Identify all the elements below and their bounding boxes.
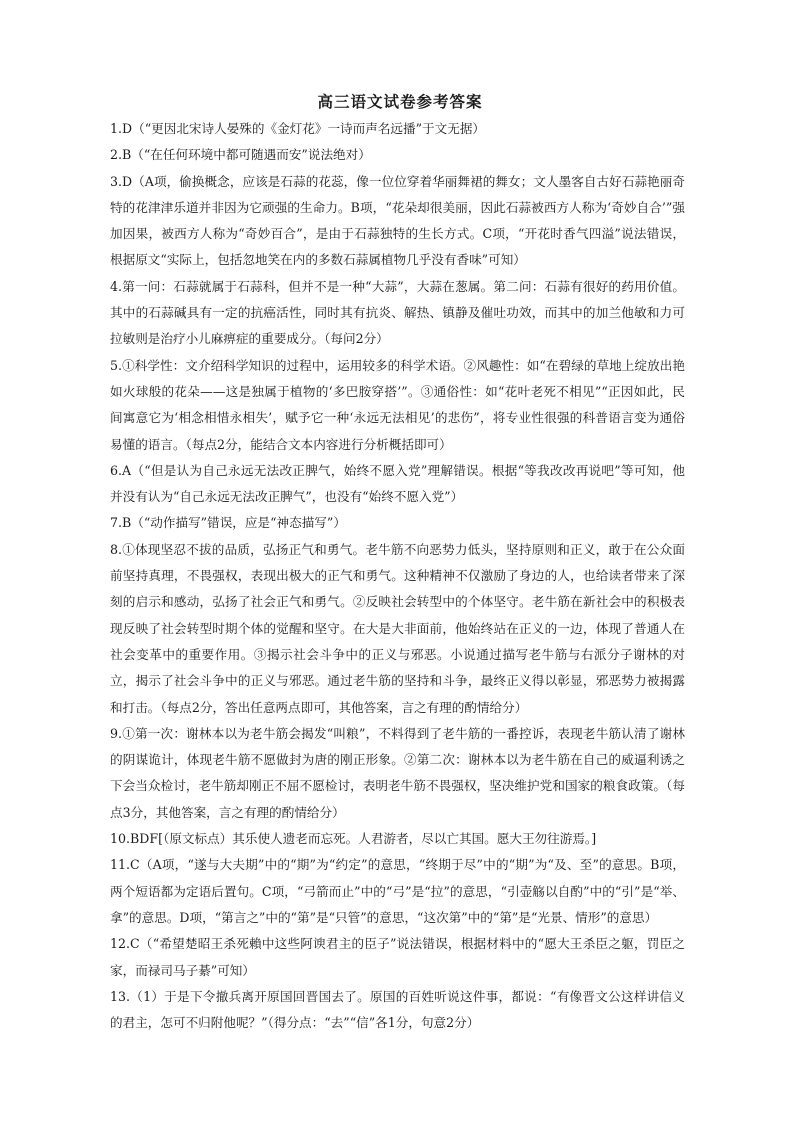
answer-item-11: 11.C（A项，“遂与大夫期”中的“期”为“约定”的意思，“终期于尽”中的“期”为“及、至”的意思。B项，两个短语都为定语后置句。C项，“弓箭而止”中的“弓”是“拉”的意思，“引壶觞以自酌”中的“引”是“举、拿”的意思。D项，“第言之”中的“第”是“只管”的意思，“这次第”中的“第”是“光景、情形”的意思） bbox=[110, 857, 685, 925]
answer-item-7: 7.B（“动作描写”错误，应是“神态描写”） bbox=[110, 515, 346, 531]
answer-list bbox=[110, 116, 685, 1036]
answer-item-13: 13.（1）于是下令撤兵离开原国回晋国去了。原国的百姓听说这件事，都说：“有像晋文公这样讲信义的君主，怎可不归附他呢？”（得分点：“去”“信”各1分，句意2分） bbox=[110, 988, 685, 1031]
document-title: 高三语文试卷参考答案 bbox=[317, 92, 483, 111]
answer-item-2: 2.B（“在任何环境中都可随遇而安”说法绝对） bbox=[110, 147, 371, 163]
answer-item-1: 1.D（“更因北宋诗人晏殊的《金灯花》一诗而声名远播”于文无据） bbox=[110, 121, 486, 136]
answer-item-3: 3.D（A项，偷换概念，应该是石蒜的花蕊，像一位位穿着华丽舞裙的舞女；文人墨客自古好石蒜艳丽奇特的花津津乐道并非因为它顽强的生命力。B项，“花朵却很美丽，因此石蒜被西方人称为‘奇妙自合’”强加因果，被西方人称为“奇妙百合”，是由于石蒜独特的生长方式。C项，“开花时香气四溢”说法错误，根据原文“实际上，包括忽地笑在内的多数石蒜属植物几乎没有香味”可知） bbox=[110, 173, 685, 268]
answer-item-6: 6.A（“但是认为自己永远无法改正脾气，始终不愿入党”理解错误。根据“等我改改再说吧”等可知，他并没有认为“自己永远无法改正脾气”，也没有“始终不愿入党”） bbox=[110, 462, 685, 505]
answer-item-10: 10.BDF[（原文标点）其乐使人遗老而忘死。人君游者，尽以亡其国。愿大王勿往游焉。] bbox=[110, 831, 597, 847]
answer-item-12: 12.C（“希望楚昭王杀死賴中这些阿谀君主的臣子”说法错误，根据材料中的“愿大王杀臣之躯，罚臣之家，而禄司马子綦”可知） bbox=[110, 936, 685, 978]
answer-item-4: 4.第一问：石蒜就属于石蒜科，但并不是一种“大蒜”，大蒜在葱属。第二问：石蒜有很好的药用价值。其中的石蒜碱具有一定的抗癌活性，同时其有抗炎、解热、镇静及催吐功效，而其中的加兰他敏和力可拉敏则是治疗小儿麻痹症的重要成分。（每问2分） bbox=[110, 278, 685, 347]
answer-item-5: 5.①科学性：文介绍科学知识的过程中，运用较多的科学术语。②风趣性：如“在碧绿的草地上绽放出艳如火球般的花朵——这是独属于植物的‘多巴胺穿搭’”。③通俗性：如“花叶老死不相见”“正因如此，民间寓意它为‘相念相惜永相失’，赋予它一种‘永远无法相见’的悲伤”，将专业性很强的科普语言变为通俗易懂的语言。（每点2分，能结合文本内容进行分析概括即可） bbox=[110, 357, 685, 452]
answer-item-9: 9.①第一次：谢林本以为老牛筋会揭发“叫粮”，不料得到了老牛筋的一番控诉，表现老牛筋认清了谢林的阴谋诡计，体现老牛筋不愿做封为唐的刚正形象。②第二次：谢林本以为老牛筋在自己的威逼利诱之下会当众检讨，老牛筋却刚正不屈不愿检讨，表明老牛筋不畏强权，坚决维护党和国家的粮食政策。（每点3分，其他答案，言之有理的酌情给分） bbox=[110, 725, 685, 820]
answer-item-8: 8.①体现坚忍不拔的品质，弘扬正气和勇气。老牛筋不向恶势力低头，坚持原则和正义，敢于在公众面前坚持真理，不畏强权，表现出极大的正气和勇气。这种精神不仅激励了身边的人，也给读者带来了深刻的启示和感动，弘扬了社会正气和勇气。②反映社会转型中的个体坚守。老牛筋在新社会中的积极表现反映了社会转型时期个体的觉醒和坚守。在大是大非面前，他始终站在正义的一边，体现了普通人在社会变革中的重要作用。③揭示社会斗争中的正义与邪恶。小说通过描写老牛筋与右派分子谢林的对立，揭示了社会斗争中的正义与邪恶。通过老牛筋的坚持和斗争，最终正义得以彰显，邪恶势力被揭露和打击。（每点2分，答出任意两点即可，其他答案，言之有理的酌情给分） bbox=[110, 541, 685, 715]
